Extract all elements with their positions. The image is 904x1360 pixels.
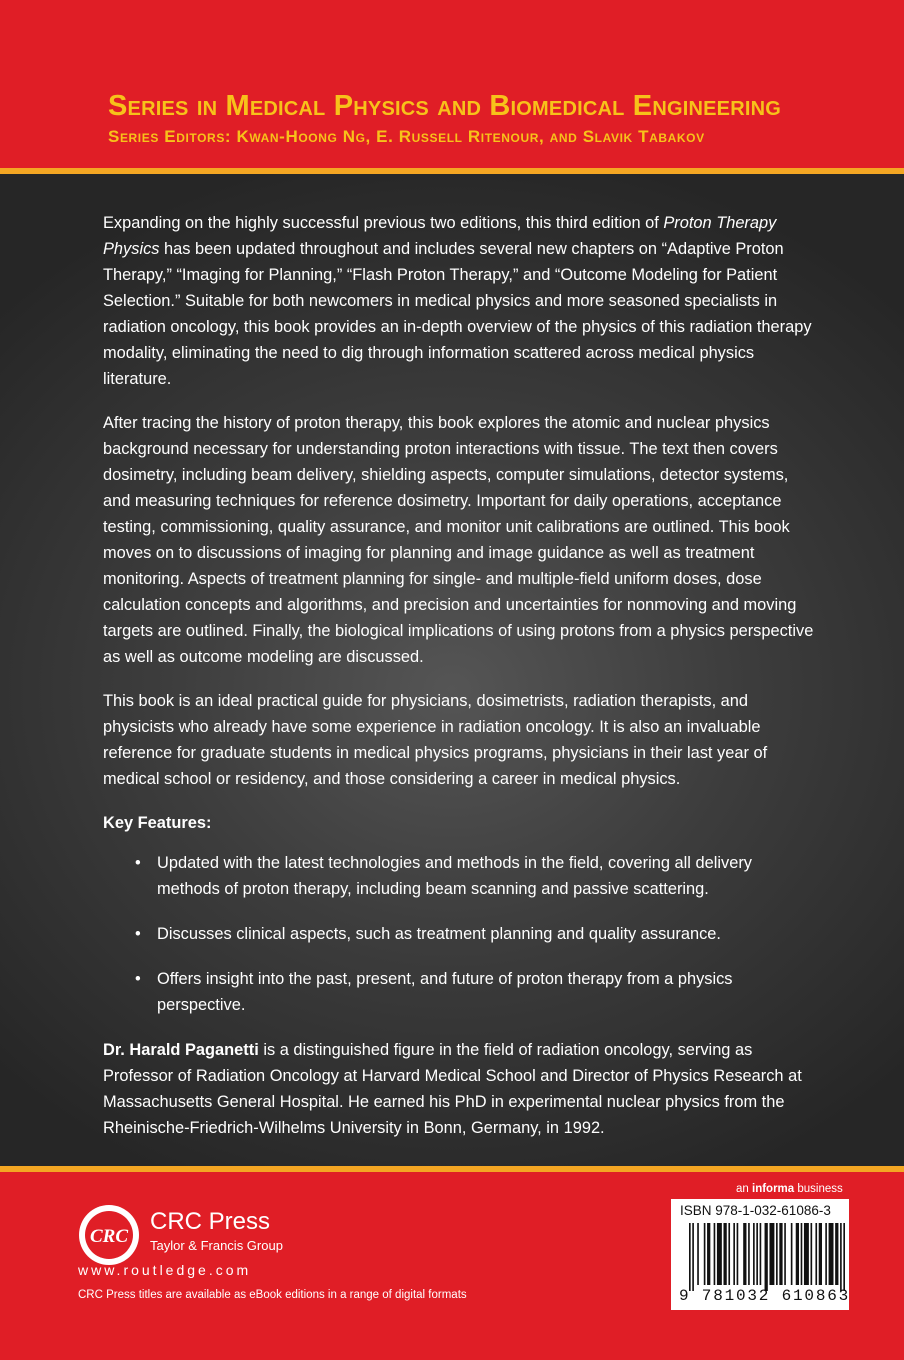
barcode-bar: [760, 1223, 762, 1285]
key-feature-item: • Discusses clinical aspects, such as treatment planning and quality assurance.: [103, 921, 819, 947]
barcode-bar: [704, 1223, 706, 1285]
barcode-bar: [733, 1223, 735, 1285]
key-feature-item: • Offers insight into the past, present, and future of proton therapy from a physics perspective.: [103, 966, 819, 1018]
barcode-bar: [829, 1223, 834, 1285]
barcode-bar: [835, 1223, 838, 1285]
informa-prefix: an: [736, 1183, 752, 1195]
book-title: Proton Therapy Physics: [103, 214, 777, 258]
series-editors: Series Editors: Kwan-Hoong Ng, E. Russell Ritenour, and Slavik Tabakov: [108, 127, 705, 146]
barcode-bar: [748, 1223, 750, 1285]
isbn-label: ISBN 978-1-032-61086-3: [680, 1203, 831, 1218]
author-name: Dr. Harald Paganetti: [103, 1041, 259, 1059]
back-cover-text: [103, 210, 819, 1159]
ebook-note: CRC Press titles are available as eBook editions in a range of digital formats: [78, 1289, 467, 1301]
barcode-bar: [692, 1223, 694, 1291]
barcode-bar: [717, 1223, 722, 1285]
barcode-bar: [840, 1223, 842, 1291]
barcode-bar: [804, 1223, 809, 1285]
crc-logo-text: CRC: [89, 1226, 129, 1247]
barcode-bar: [796, 1223, 799, 1285]
barcode-bar: [779, 1223, 782, 1285]
isbn-barcode-box: [671, 1199, 849, 1310]
author-bio: [103, 1037, 819, 1141]
key-feature-item: • Updated with the latest technologies and methods in the field, covering all delivery methods of proton therapy, including beam scanning and passive scattering.: [103, 850, 819, 902]
publisher-name: CRC Press: [150, 1208, 271, 1235]
barcode-bar: [697, 1223, 699, 1285]
p1-intro: Expanding on the highly successful previous two editions, this third edition of: [103, 214, 664, 232]
barcode-bar: [728, 1223, 730, 1285]
barcode-bar: [815, 1223, 817, 1285]
barcode-bar: [743, 1223, 746, 1285]
barcode-bar: [801, 1223, 803, 1285]
barcode-bar: [753, 1223, 755, 1285]
key-features-heading: Key Features:: [103, 814, 212, 832]
series-title: Series in Medical Physics and Biomedical Engineering: [108, 90, 782, 122]
barcode-bar: [723, 1223, 726, 1285]
barcode-bar: [825, 1223, 827, 1285]
barcode-bar: [811, 1223, 813, 1285]
barcode-bar: [714, 1223, 716, 1285]
barcode-bar: [819, 1223, 822, 1285]
crc-logo-icon: [78, 1204, 140, 1266]
barcode-bar: [689, 1223, 691, 1291]
informa-tagline: [736, 1183, 843, 1195]
description-paragraph-1: [103, 210, 819, 392]
description-paragraph-3: This book is an ideal practical guide for physicians, dosimetrists, radiation therapists, and physicists who already have some experience in radiation oncology. It is also an invaluable reference for graduate students in medical physics programs, physicians in their last year of medical school or residency, and those considering a career in medical physics.: [103, 692, 768, 788]
barcode-digits: 9 781032 610863: [679, 1287, 851, 1305]
barcode-bar: [791, 1223, 793, 1285]
barcode-bar: [843, 1223, 845, 1291]
barcode-bar: [784, 1223, 786, 1285]
barcode-bar: [769, 1223, 774, 1285]
publisher-group: Taylor & Francis Group: [150, 1238, 283, 1253]
barcode-icon: [689, 1223, 845, 1291]
key-features-list: [103, 850, 819, 1018]
series-header-band: [0, 0, 904, 168]
barcode-bar: [707, 1223, 710, 1285]
informa-brand: informa: [752, 1183, 795, 1195]
barcode-bar: [765, 1223, 768, 1291]
publisher-website-link[interactable]: www.routledge.com: [78, 1262, 252, 1278]
author-bio-text: is a distinguished figure in the field of radiation oncology, serving as Professor of Radiation Oncology at Harvard Medical School and Director of Physics Research at Massachusetts General Hospital. He earned his PhD in experimental nuclear physics from the Rheinische-Friedrich-Wilhelms University in Bonn, Germany, in 1992.: [103, 1041, 802, 1137]
barcode-bar: [756, 1223, 758, 1285]
p1-rest: has been updated throughout and includes several new chapters on “Adaptive Proton Therapy,” “Imaging for Planning,” “Flash Proton Therapy,” and “Outcome Modeling for Patient Selection.” Suitable for both newcomers in medical physics and more seasoned specialists in radiation oncology, this book provides an in-depth overview of the physics of this radiation therapy modality, eliminating the need to dig through information scattered across medical physics literature.: [103, 240, 812, 388]
informa-suffix: business: [794, 1183, 843, 1195]
barcode-bar: [737, 1223, 739, 1285]
barcode-bar: [776, 1223, 778, 1285]
description-paragraph-2: After tracing the history of proton therapy, this book explores the atomic and nuclear physics background necessary for understanding proton interactions with tissue. The text then covers dosimetry, including beam delivery, shielding aspects, computer simulations, detector systems, and measuring techniques for reference dosimetry. Important for daily operations, acceptance testing, commissioning, quality assurance, and monitor unit calibrations are outlined. This book moves on to discussions of imaging for planning and image guidance as well as treatment monitoring. Aspects of treatment planning for single- and multiple-field uniform doses, dose calculation concepts and algorithms, and precision and uncertainties for nonmoving and moving targets are outlined. Finally, the biological implications of using protons from a physics perspective as well as outcome modeling are discussed.: [103, 414, 814, 666]
